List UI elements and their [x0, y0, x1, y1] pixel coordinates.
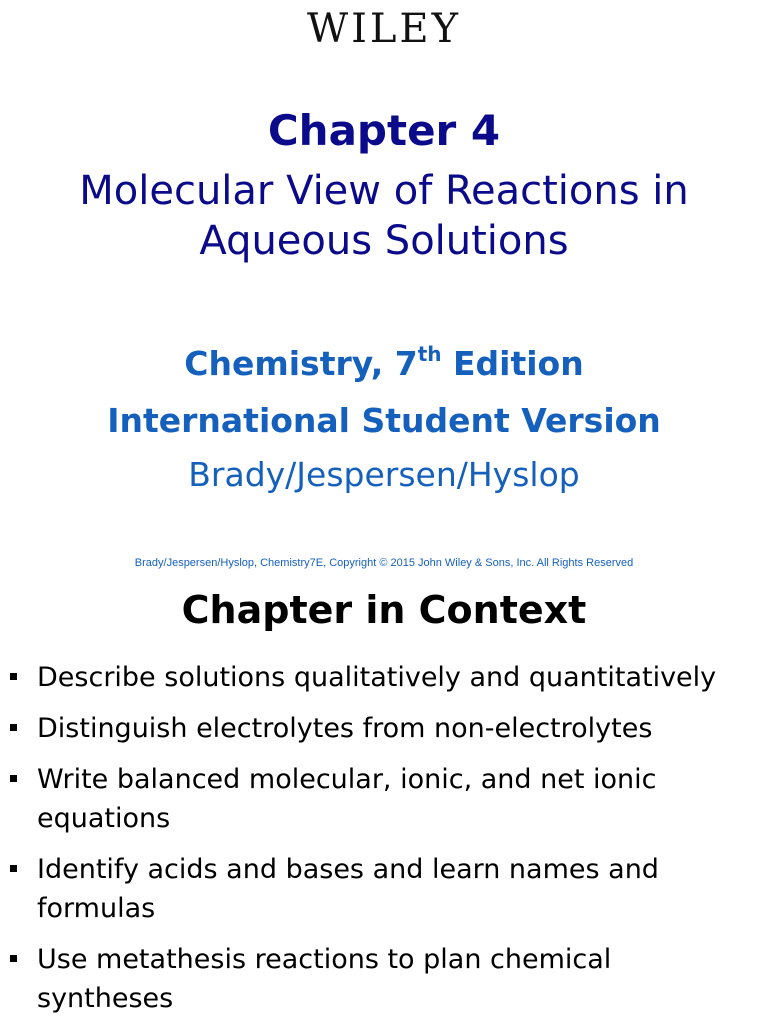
square-bullet-icon — [10, 724, 17, 731]
book-version: International Student Version — [107, 401, 661, 440]
book-title-suffix: Edition — [441, 344, 584, 383]
book-title — [0, 344, 768, 383]
book-authors: Brady/Jespersen/Hyslop — [188, 455, 580, 494]
bullet-text: Write balanced molecular, ionic, and net ionic equations — [37, 764, 657, 834]
bullet-item — [0, 658, 768, 697]
context-heading: Chapter in Context — [181, 588, 587, 632]
bullet-text: Describe solutions qualitatively and quantitatively — [37, 662, 717, 693]
context-bullet-list — [0, 658, 768, 1024]
chapter-title: Chapter 4 — [267, 106, 501, 155]
wiley-logo: WILEY — [306, 6, 462, 52]
bullet-item — [0, 940, 768, 1018]
copyright-notice: Brady/Jespersen/Hyslop, Chemistry7E, Copyright © 2015 John Wiley & Sons, Inc. All Rights Reserved — [134, 557, 634, 569]
bullet-text: Distinguish electrolytes from non-electrolytes — [37, 713, 653, 744]
bullet-item — [0, 760, 768, 838]
bullet-item — [0, 709, 768, 748]
book-title-superscript: th — [417, 342, 442, 366]
book-title-prefix: Chemistry, 7 — [184, 344, 418, 383]
chapter-subtitle: Molecular View of Reactions in Aqueous Solutions — [79, 168, 689, 264]
bullet-text: Use metathesis reactions to plan chemical syntheses — [37, 944, 612, 1014]
bullet-item — [0, 850, 768, 928]
square-bullet-icon — [10, 955, 17, 962]
square-bullet-icon — [10, 673, 17, 680]
square-bullet-icon — [10, 865, 17, 872]
bullet-text: Identify acids and bases and learn names and formulas — [37, 854, 659, 924]
square-bullet-icon — [10, 775, 17, 782]
